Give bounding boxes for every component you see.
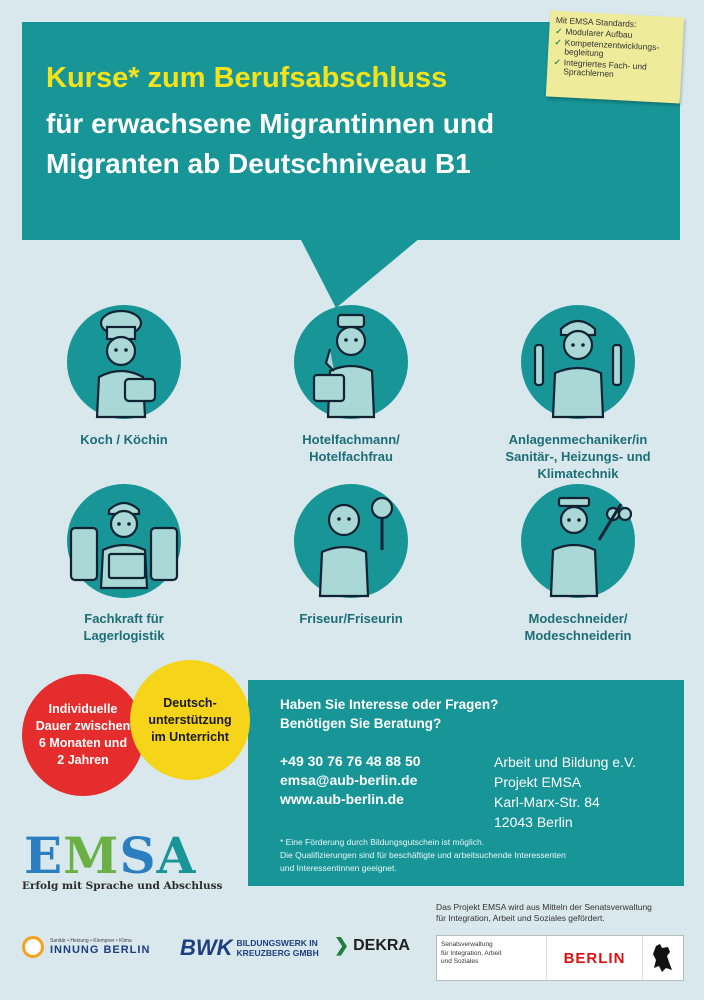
footnote: * Eine Förderung durch Bildungsgutschein ist möglich. Die Qualifizierungen sind für beschäftigte und arbeitsuchende Interessenten und Interessentinnen geeignet. bbox=[280, 837, 566, 873]
bwk-logo: BWK BILDUNGSWERK IN KREUZBERG GMBH bbox=[180, 935, 319, 960]
job-label: Modeschneider/ Modeschneiderin bbox=[524, 611, 632, 643]
warehouse-worker-icon bbox=[67, 484, 181, 598]
job-label: Hotelfachmann/ Hotelfachfrau bbox=[302, 432, 400, 464]
job-label: Koch / Köchin bbox=[80, 432, 168, 447]
phone-number[interactable]: +49 30 76 76 48 88 50 bbox=[280, 753, 421, 769]
address-block: Arbeit und Bildung e.V. Projekt EMSA Karl-Marx-Str. 84 12043 Berlin bbox=[494, 754, 636, 830]
job-label: Anlagenmechaniker/in Sanitär-, Heizungs- und Klimatechnik bbox=[505, 432, 651, 481]
job-label: Fachkraft für Lagerlogistik bbox=[83, 611, 165, 643]
check-icon: ✓ bbox=[555, 25, 563, 37]
berlin-bear-icon bbox=[643, 936, 683, 980]
berlin-wordmark: BERLIN bbox=[547, 936, 643, 980]
job-hotel bbox=[251, 305, 451, 465]
job-label: Friseur/Friseurin bbox=[299, 611, 403, 626]
headline-line3: Migranten ab Deutschniveau B1 bbox=[46, 148, 471, 179]
headline-line2: für erwachsene Migrantinnen und bbox=[46, 108, 495, 139]
email-link[interactable]: emsa@aub-berlin.de bbox=[280, 772, 418, 788]
job-cook bbox=[24, 305, 224, 448]
headline-subtitle bbox=[46, 104, 494, 184]
tailor-icon bbox=[521, 484, 635, 598]
dekra-logo: ❯ DEKRA bbox=[334, 935, 410, 955]
funding-notice: Das Projekt EMSA wird aus Mitteln der Senatsverwaltung für Integration, Arbeit und Soziales gefördert. bbox=[436, 902, 652, 923]
check-icon: ✓ bbox=[554, 36, 563, 48]
note-title: Mit EMSA Standards: bbox=[555, 14, 637, 30]
check-icon: ✓ bbox=[553, 56, 562, 68]
chef-icon bbox=[67, 305, 181, 419]
innung-ring-icon bbox=[22, 936, 44, 958]
hotel-staff-icon bbox=[294, 305, 408, 419]
emsa-logo: EMSA bbox=[24, 826, 197, 885]
mechanic-icon bbox=[521, 305, 635, 419]
note-item: ✓ Kompetenzentwicklungs-begleitung bbox=[554, 36, 660, 59]
job-tailor bbox=[478, 484, 678, 644]
headline-courses: Kurse* zum Berufsabschluss bbox=[46, 62, 448, 94]
job-hairdresser bbox=[251, 484, 451, 627]
note-item: ✓ Integriertes Fach- und Sprachlernen bbox=[553, 56, 648, 79]
hairdresser-icon bbox=[294, 484, 408, 598]
dekra-arrow-icon: ❯ bbox=[334, 935, 350, 955]
speech-bubble-tail bbox=[300, 238, 420, 308]
emsa-tagline: Erfolg mit Sprache und Abschluss bbox=[22, 880, 223, 892]
language-support-badge: Deutsch- unterstützung im Unterricht bbox=[130, 660, 250, 780]
note-item: ✓ Modularer Aufbau bbox=[555, 25, 633, 40]
job-mechanic bbox=[478, 305, 678, 482]
innung-berlin-logo: Sanitär • Heizung • Klempner • Klima INNUNG BERLIN bbox=[22, 935, 150, 959]
contact-questions: Haben Sie Interesse oder Fragen? Benötigen Sie Beratung? bbox=[280, 697, 499, 731]
website-link[interactable]: www.aub-berlin.de bbox=[280, 791, 404, 807]
senate-text: Senatsverwaltung für Integration, Arbeit und Soziales bbox=[437, 936, 547, 980]
senate-berlin-logo bbox=[436, 935, 684, 981]
contact-details bbox=[280, 752, 421, 809]
job-warehouse bbox=[24, 484, 224, 644]
duration-badge: Individuelle Dauer zwischen 6 Monaten und 2 Jahren bbox=[22, 674, 144, 796]
emsa-standards-note bbox=[546, 11, 684, 104]
